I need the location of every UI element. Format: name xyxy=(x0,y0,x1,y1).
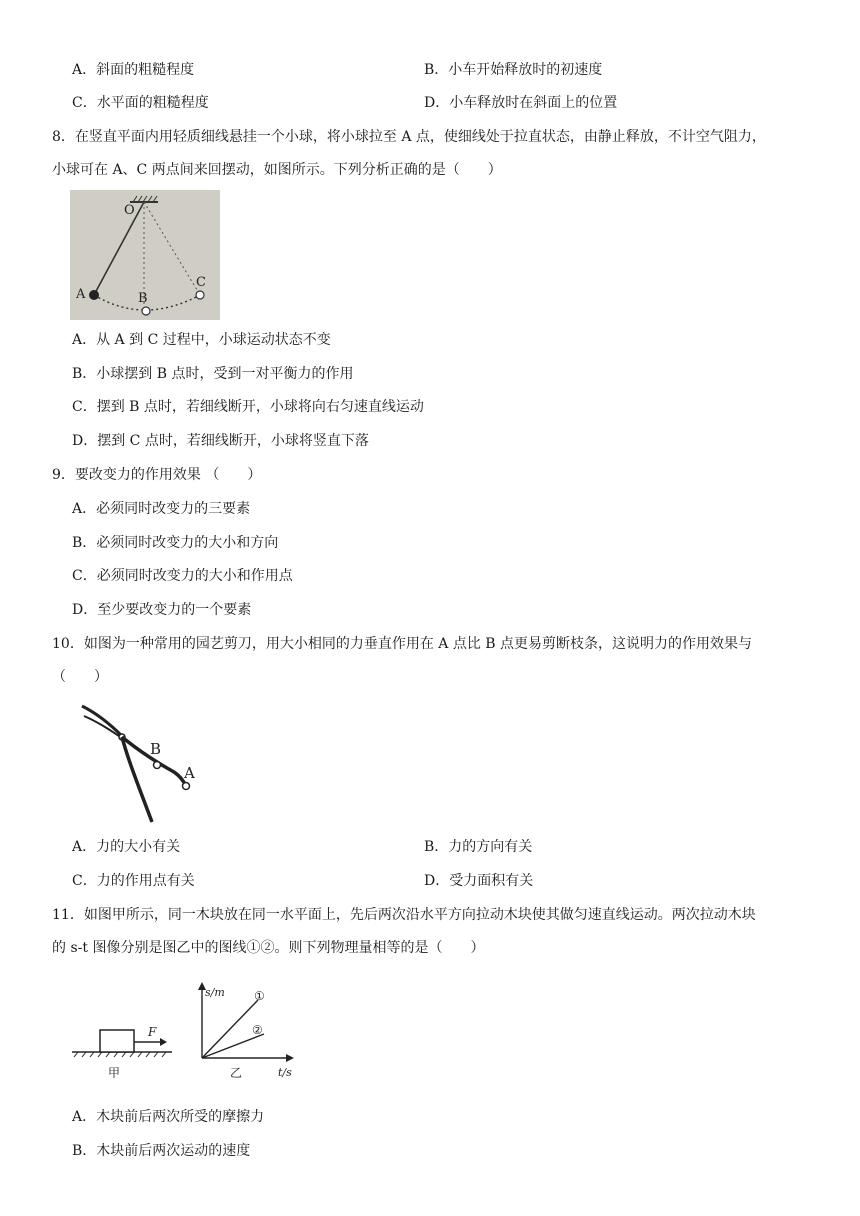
q11-option-b: B．木块前后两次运动的速度 xyxy=(72,1143,251,1159)
q7-option-c: C．水平面的粗糙程度 xyxy=(72,95,209,111)
q9-option-c: C．必须同时改变力的大小和作用点 xyxy=(72,568,293,584)
q9-option-b: B．必须同时改变力的大小和方向 xyxy=(72,535,279,551)
label-line-2: ② xyxy=(252,1023,263,1037)
q9-option-a: A．必须同时改变力的三要素 xyxy=(72,501,251,517)
force-arrow-head xyxy=(160,1038,167,1046)
pendulum-diagram xyxy=(70,190,220,320)
label-a: A xyxy=(76,287,86,302)
label-t-axis: t/s xyxy=(278,1066,292,1079)
label-s-axis: s/m xyxy=(205,986,225,999)
label-f: F xyxy=(148,1025,157,1039)
label-b: B xyxy=(150,740,162,758)
q8-option-b: B．小球摆到 B 点时，受到一对平衡力的作用 xyxy=(72,366,354,382)
q8-stem-line1: 8．在竖直平面内用轻质细线悬挂一个小球，将小球拉至 A 点，使细线处于拉直状态，由静止释放，不计空气阻力， xyxy=(52,129,766,145)
label-line-1: ① xyxy=(254,989,265,1003)
point-b xyxy=(154,762,161,769)
q9-option-d: D．至少要改变力的一个要素 xyxy=(72,602,252,618)
q11-stem-line1: 11．如图甲所示，同一木块放在同一水平面上，先后两次沿水平方向拉动木块使其做匀速直线运动。两次拉动木块 xyxy=(52,907,756,923)
q8-stem-line2: 小球可在 A、C 两点间来回摆动，如图所示。下列分析正确的是（ ） xyxy=(52,162,502,178)
q7-option-d: D．小车释放时在斜面上的位置 xyxy=(424,95,618,111)
label-b: B xyxy=(138,291,148,306)
ball-c xyxy=(196,291,204,299)
q10-stem-line1: 10．如图为一种常用的园艺剪刀，用大小相同的力垂直作用在 A 点比 B 点更易剪断枝条，这说明力的作用效果与 xyxy=(52,636,753,652)
pruning-shears-figure xyxy=(78,700,228,825)
wooden-block xyxy=(100,1030,134,1052)
q10-option-c: C．力的作用点有关 xyxy=(72,873,195,889)
graph-line-1 xyxy=(202,1000,258,1058)
shears-diagram xyxy=(78,700,228,825)
ball-a xyxy=(89,290,99,300)
shears-blade-upper xyxy=(82,706,122,736)
q9-stem: 9．要改变力的作用效果 （ ） xyxy=(52,467,262,483)
label-o: O xyxy=(124,203,135,218)
q7-option-a: A．斜面的粗糙程度 xyxy=(72,62,195,78)
q7-option-b: B．小车开始释放时的初速度 xyxy=(424,62,603,78)
q8-option-d: D．摆到 C 点时，若细线断开，小球将竖直下落 xyxy=(72,433,369,449)
graph-line-2 xyxy=(202,1034,264,1058)
q11-option-a: A．木块前后两次所受的摩擦力 xyxy=(72,1109,265,1125)
point-a xyxy=(183,783,190,790)
q10-stem-line2: （ ） xyxy=(52,669,108,685)
block-and-graph-diagram xyxy=(68,980,308,1085)
q11-figure xyxy=(68,980,308,1085)
q8-option-a: A．从 A 到 C 过程中，小球运动状态不变 xyxy=(72,332,331,348)
label-a: A xyxy=(184,764,195,782)
q10-option-a: A．力的大小有关 xyxy=(72,839,181,855)
q11-stem-line2: 的 s-t 图像分别是图乙中的图线①②。则下列物理量相等的是（ ） xyxy=(52,940,485,956)
t-axis-arrow xyxy=(286,1054,294,1062)
ball-b xyxy=(142,307,150,315)
label-yi: 乙 xyxy=(230,1066,243,1080)
q10-option-d: D．受力面积有关 xyxy=(424,873,534,889)
label-c: C xyxy=(196,275,206,290)
q8-option-c: C．摆到 B 点时，若细线断开，小球将向右匀速直线运动 xyxy=(72,399,424,415)
label-jia: 甲 xyxy=(108,1066,121,1080)
pendulum-figure xyxy=(70,190,220,320)
q10-option-b: B．力的方向有关 xyxy=(424,839,533,855)
